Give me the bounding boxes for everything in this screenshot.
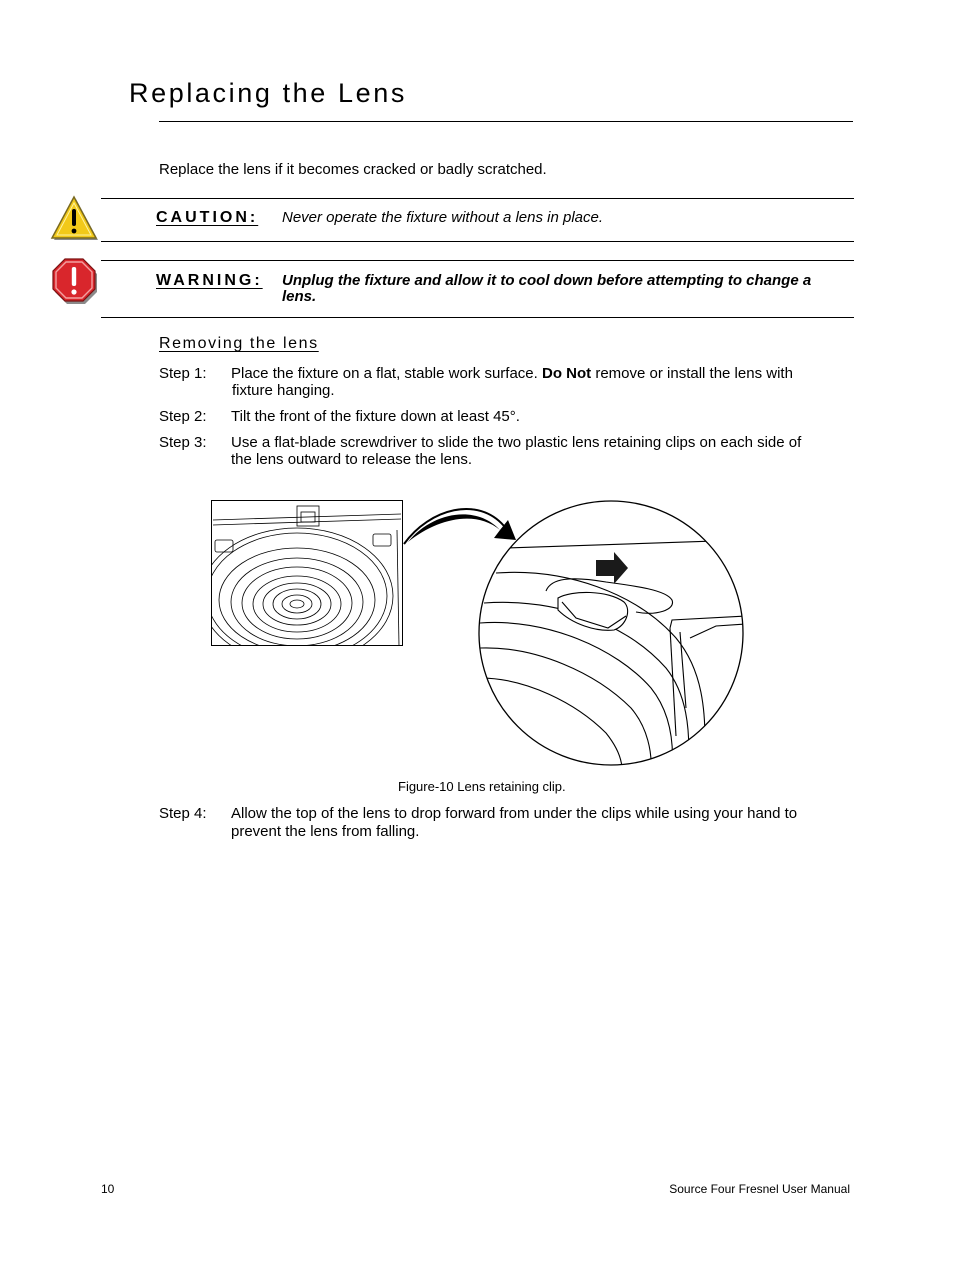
page-title: Replacing the Lens (129, 78, 407, 108)
step-1-line1: Place the fixture on a flat, stable work surface. Do Not remove or install the lens with (231, 365, 793, 382)
page-number: 10 (101, 1182, 115, 1196)
step-3-label: Step 3: (159, 434, 207, 451)
warning-text-line2: lens. (282, 288, 317, 305)
caution-triangle-icon (49, 194, 99, 242)
step-1-line2: fixture hanging. (232, 382, 335, 399)
step-4-line1: Allow the top of the lens to drop forward from under the clips while using your hand to (231, 805, 798, 822)
intro-text: Replace the lens if it becomes cracked or badly scratched. (159, 161, 547, 178)
warning-top-rule (101, 260, 854, 261)
step-3-line1: Use a flat-blade screwdriver to slide the two plastic lens retaining clips on each side of (231, 434, 802, 451)
caution-bottom-rule (101, 241, 854, 242)
step-4-label: Step 4: (159, 805, 207, 822)
caution-label: CAUTION: (156, 209, 259, 226)
warning-bottom-rule (101, 317, 854, 318)
warning-text-line1: Unplug the fixture and allow it to cool down before attempting to change a (282, 272, 812, 289)
step-1-emphasis: Do Not (542, 365, 592, 382)
step-1-label: Step 1: (159, 365, 207, 382)
caution-top-rule (101, 198, 854, 199)
caution-text: Never operate the fixture without a lens in place. (282, 209, 604, 226)
step-2-label: Step 2: (159, 408, 207, 425)
clip-detail-illustration (476, 498, 746, 770)
step-3-line2: the lens outward to release the lens. (231, 451, 472, 468)
manual-title: Source Four Fresnel User Manual (669, 1182, 850, 1196)
lens-overview-illustration (211, 500, 404, 647)
step-4-line2: prevent the lens from falling. (231, 823, 420, 840)
section-heading: Removing the lens (159, 335, 319, 352)
title-rule (159, 121, 853, 122)
step-2-line1: Tilt the front of the fixture down at least 45°. (231, 408, 520, 425)
warning-stop-icon (49, 256, 99, 304)
figure-caption: Figure-10 Lens retaining clip. (398, 779, 566, 794)
warning-label: WARNING: (156, 272, 263, 289)
